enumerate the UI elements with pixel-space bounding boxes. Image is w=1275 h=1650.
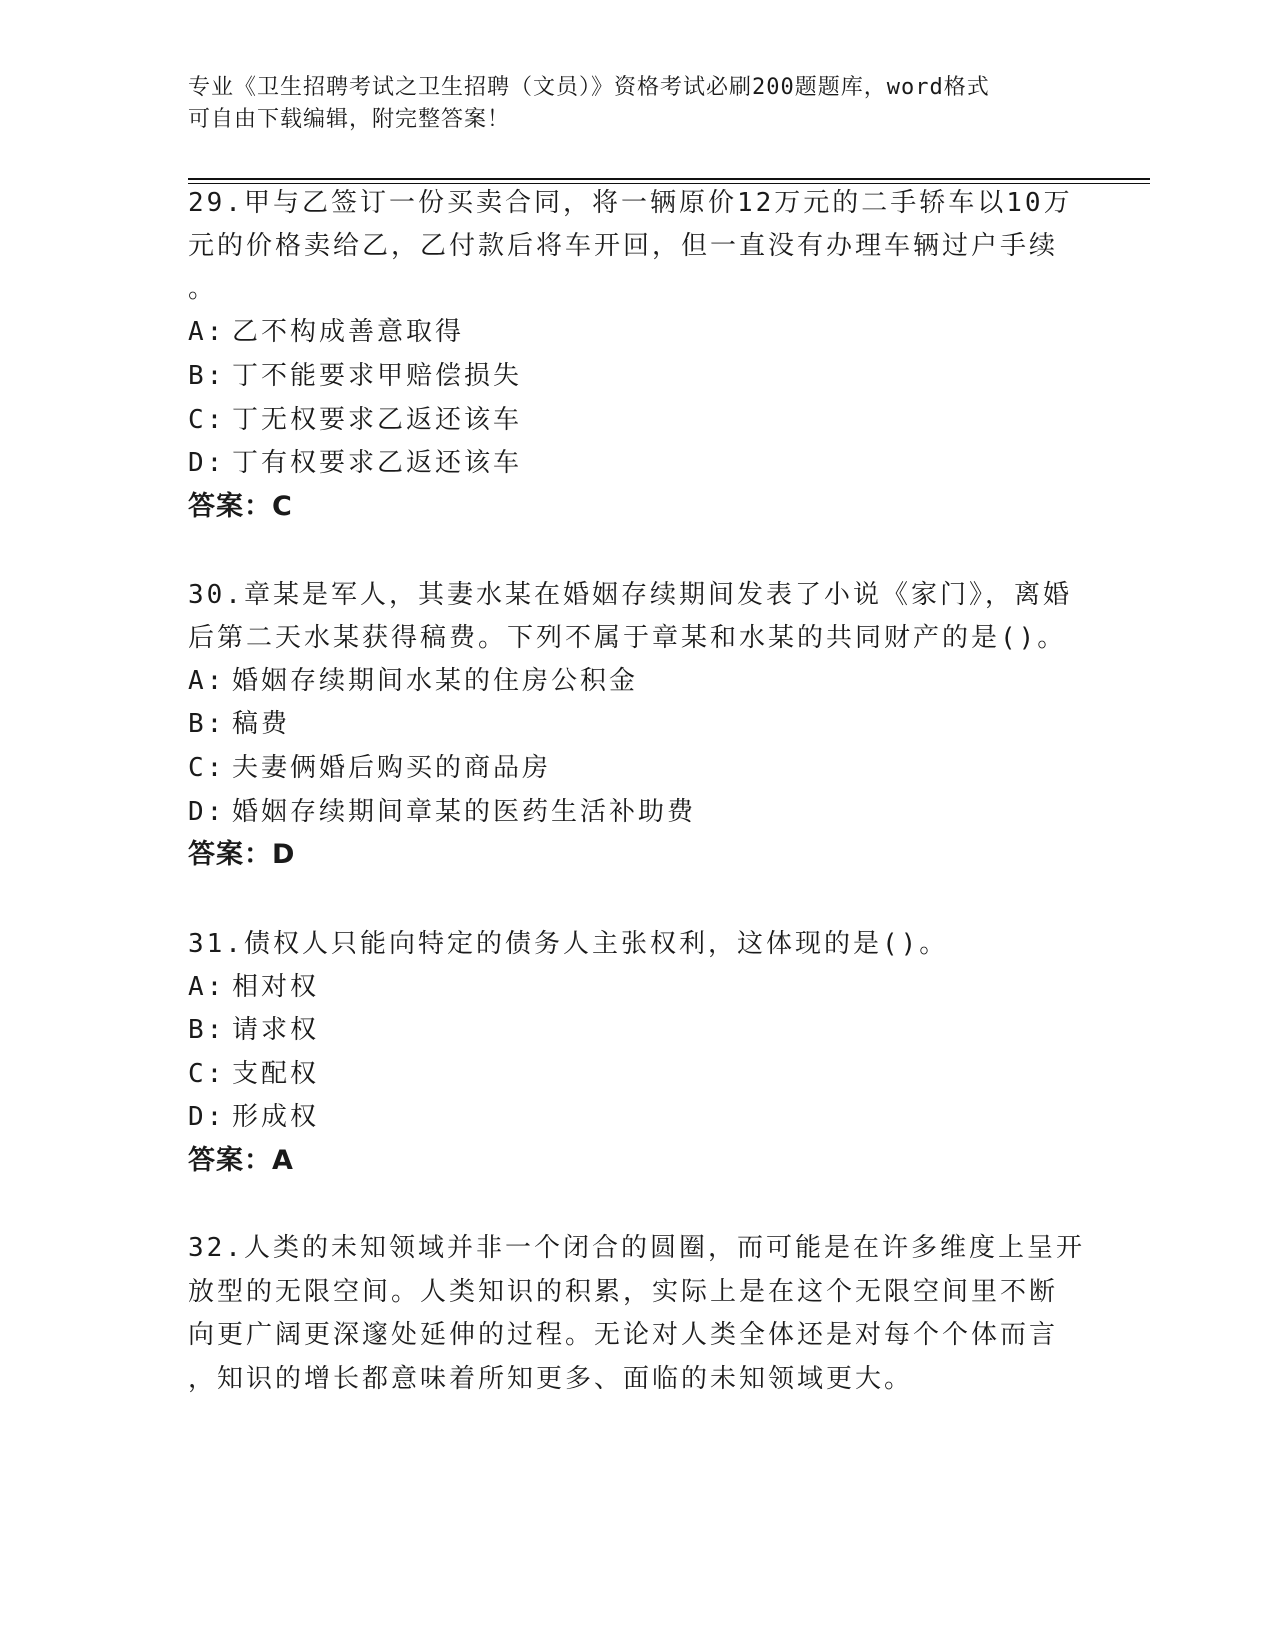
option-key: B:	[188, 1015, 226, 1045]
option-text: 稿费	[232, 709, 291, 739]
option-text: 乙不构成善意取得	[232, 317, 465, 347]
option-key: C:	[188, 1059, 226, 1089]
option-key: A:	[188, 317, 226, 347]
header-divider-thin	[188, 183, 1150, 184]
option-key: B:	[188, 709, 226, 739]
option-key: C:	[188, 405, 226, 435]
question-32-line-4: ，知识的增长都意味着所知更多、面临的未知领域更大。	[188, 1364, 914, 1394]
question-31-option-b	[188, 1013, 319, 1047]
question-29-line-3: 。	[188, 274, 218, 304]
option-text: 丁无权要求乙返还该车	[232, 405, 523, 435]
option-text: 支配权	[232, 1059, 320, 1089]
question-31-line-1: 31.债权人只能向特定的债务人主张权利，这体现的是()。	[188, 929, 949, 959]
header-line-2: 可自由下载编辑，附完整答案！	[188, 107, 511, 132]
question-30-option-d	[188, 795, 696, 829]
header-line-1: 专业《卫生招聘考试之卫生招聘（文员）》资格考试必刷200题题库，word格式	[188, 75, 990, 100]
question-29-option-a	[188, 315, 464, 349]
question-29-option-b	[188, 359, 522, 393]
option-text: 形成权	[232, 1102, 320, 1132]
question-29-option-d	[188, 446, 522, 480]
question-29-answer: 答案：C	[188, 491, 293, 522]
option-key: C:	[188, 753, 226, 783]
question-30-line-1: 30.章某是军人，其妻水某在婚姻存续期间发表了小说《家门》，离婚	[188, 580, 1072, 610]
option-key: B:	[188, 361, 226, 391]
question-30-option-a	[188, 664, 638, 698]
option-text: 婚姻存续期间章某的医药生活补助费	[232, 797, 697, 827]
option-text: 丁不能要求甲赔偿损失	[232, 361, 523, 391]
option-key: A:	[188, 666, 226, 696]
question-31-answer: 答案：A	[188, 1145, 294, 1176]
option-text: 请求权	[232, 1015, 320, 1045]
question-30-line-2: 后第二天水某获得稿费。下列不属于章某和水某的共同财产的是()。	[188, 623, 1067, 653]
option-text: 夫妻俩婚后购买的商品房	[232, 753, 552, 783]
option-text: 丁有权要求乙返还该车	[232, 448, 523, 478]
option-key: D:	[188, 1102, 226, 1132]
option-text: 婚姻存续期间水某的住房公积金	[232, 666, 639, 696]
question-32-line-2: 放型的无限空间。人类知识的积累，实际上是在这个无限空间里不断	[188, 1277, 1059, 1307]
question-32-line-1: 32.人类的未知领域并非一个闭合的圆圈，而可能是在许多维度上呈开	[188, 1233, 1085, 1263]
question-30-answer: 答案：D	[188, 839, 296, 870]
option-text: 相对权	[232, 972, 320, 1002]
question-31-option-c	[188, 1057, 319, 1091]
document-header	[188, 72, 1088, 136]
option-key: D:	[188, 797, 226, 827]
question-32-line-3: 向更广阔更深邃处延伸的过程。无论对人类全体还是对每个个体而言	[188, 1320, 1059, 1350]
question-29-line-1: 29.甲与乙签订一份买卖合同，将一辆原价12万元的二手轿车以10万	[188, 188, 1073, 218]
option-key: D:	[188, 448, 226, 478]
question-30-option-c	[188, 751, 551, 785]
option-key: A:	[188, 972, 226, 1002]
question-29-line-2: 元的价格卖给乙，乙付款后将车开回，但一直没有办理车辆过户手续	[188, 231, 1059, 261]
question-31-option-d	[188, 1100, 319, 1134]
question-31-option-a	[188, 970, 319, 1004]
question-29-option-c	[188, 403, 522, 437]
question-30-option-b	[188, 707, 290, 741]
header-divider-thick	[188, 178, 1150, 180]
